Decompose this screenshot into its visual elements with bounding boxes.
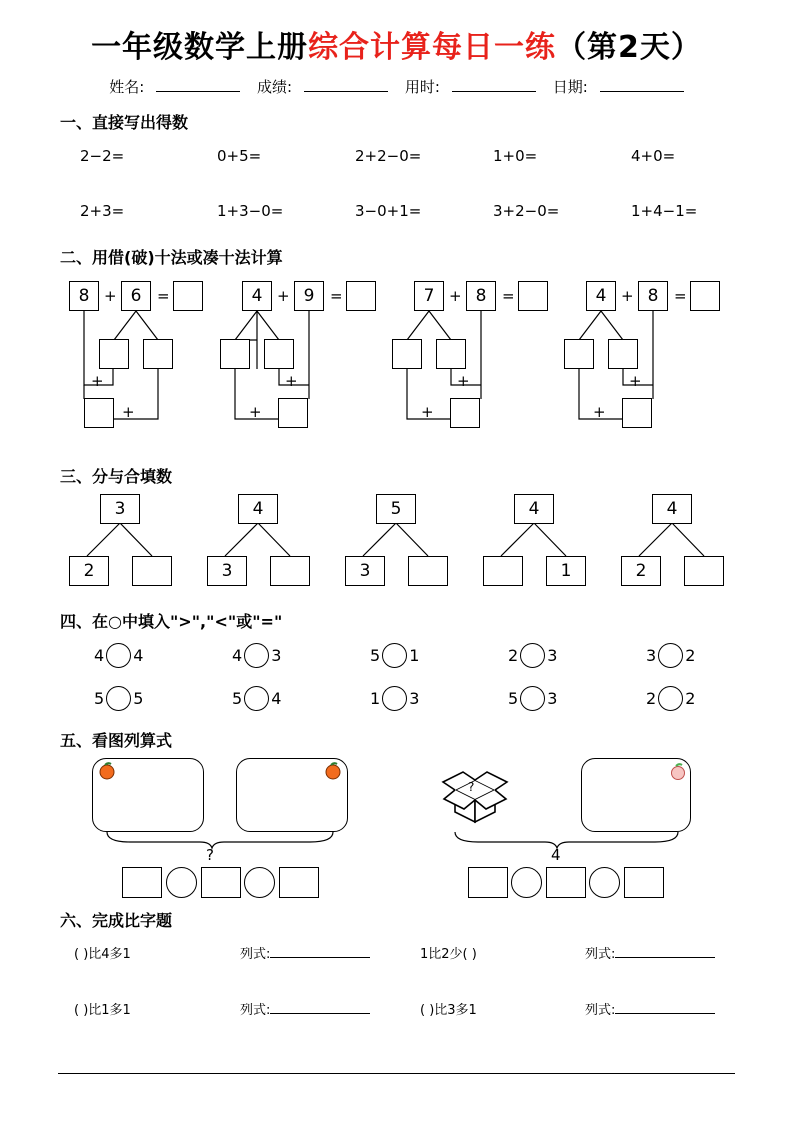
part-box: 1 — [546, 556, 586, 586]
plus-sign: + — [285, 372, 298, 390]
left-number: 3 — [646, 646, 657, 665]
formula-blank[interactable] — [615, 1001, 715, 1014]
number-box[interactable] — [201, 867, 241, 898]
equation: 3−0+1= — [355, 202, 422, 220]
plus-sign: + — [457, 372, 470, 390]
left-number: 5 — [94, 689, 105, 708]
section-2-heading: 二、用借(破)十法或凑十法计算 — [60, 248, 283, 267]
addend-box: 8 — [466, 281, 496, 311]
right-number: 1 — [409, 646, 420, 665]
orange-icon — [326, 763, 340, 779]
plus-sign: + — [593, 403, 606, 421]
plus-sign: + — [621, 287, 634, 305]
right-number: 3 — [547, 646, 558, 665]
right-number: 3 — [409, 689, 420, 708]
equals-sign: = — [502, 287, 515, 305]
orange-icon — [100, 763, 114, 779]
equation: 1+0= — [493, 147, 538, 165]
title-part2: 综合计算每日一练 — [308, 30, 557, 65]
date-label: 日期: — [552, 78, 588, 96]
title-part1: 一年级数学上册 — [91, 30, 309, 65]
right-number: 5 — [133, 689, 144, 708]
plus-sign: + — [277, 287, 290, 305]
right-number: 3 — [271, 646, 282, 665]
addend-box: 8 — [69, 281, 99, 311]
plus-sign: + — [449, 287, 462, 305]
equals-sign: = — [157, 287, 170, 305]
formula-row — [585, 999, 715, 1018]
mystery-box-icon — [443, 772, 507, 822]
number-box[interactable] — [279, 867, 319, 898]
addend-box: 4 — [586, 281, 616, 311]
plus-sign: + — [629, 372, 642, 390]
formula-label: 列式: — [585, 947, 616, 962]
plus-sign: + — [104, 287, 117, 305]
part-box: 3 — [207, 556, 247, 586]
section-1-heading: 一、直接写出得数 — [60, 113, 189, 132]
word-problem: ( )比4多1 — [74, 947, 131, 962]
addend-box: 7 — [414, 281, 444, 311]
total-question-mark: ? — [206, 846, 214, 864]
section-5-heading: 五、看图列算式 — [60, 731, 173, 750]
number-box[interactable] — [546, 867, 586, 898]
operator-circle[interactable] — [244, 867, 275, 898]
peach-icon — [672, 764, 685, 779]
time-label: 用时: — [404, 78, 440, 96]
right-number: 3 — [547, 689, 558, 708]
addend-box: 4 — [242, 281, 272, 311]
number-box[interactable] — [122, 867, 162, 898]
formula-label: 列式: — [240, 947, 271, 962]
right-number: 2 — [685, 646, 696, 665]
addend-box: 9 — [294, 281, 324, 311]
right-number: 2 — [685, 689, 696, 708]
right-number: 4 — [133, 646, 144, 665]
formula-blank[interactable] — [615, 945, 715, 958]
part-box: 3 — [345, 556, 385, 586]
left-number: 1 — [370, 689, 381, 708]
equation: 0+5= — [217, 147, 262, 165]
number-box[interactable] — [624, 867, 664, 898]
footer-divider — [58, 1073, 735, 1074]
equation: 4+0= — [631, 147, 676, 165]
left-number: 4 — [232, 646, 243, 665]
right-number: 4 — [271, 689, 282, 708]
addend-box: 6 — [121, 281, 151, 311]
word-problem: ( )比3多1 — [420, 1003, 477, 1018]
number-box[interactable] — [468, 867, 508, 898]
whole-box: 3 — [100, 494, 140, 524]
formula-row — [240, 999, 370, 1018]
operator-circle[interactable] — [511, 867, 542, 898]
equals-sign: = — [674, 287, 687, 305]
left-number: 2 — [646, 689, 657, 708]
whole-box: 4 — [238, 494, 278, 524]
left-number: 5 — [370, 646, 381, 665]
whole-box: 4 — [652, 494, 692, 524]
operator-circle[interactable] — [166, 867, 197, 898]
formula-blank[interactable] — [270, 945, 370, 958]
formula-label: 列式: — [240, 1003, 271, 1018]
plus-sign: + — [122, 403, 135, 421]
equals-sign: = — [330, 287, 343, 305]
title-part3: （第2天） — [556, 30, 702, 65]
equation: 2+3= — [80, 202, 125, 220]
left-number: 2 — [508, 646, 519, 665]
name-label: 姓名: — [109, 78, 145, 96]
question-mark: ? — [468, 780, 475, 794]
left-number: 5 — [508, 689, 519, 708]
whole-box: 4 — [514, 494, 554, 524]
left-number: 4 — [94, 646, 105, 665]
section-3-heading: 三、分与合填数 — [60, 467, 173, 486]
score-label: 成绩: — [257, 78, 293, 96]
word-problem: ( )比1多1 — [74, 1003, 131, 1018]
total-label: 4 — [551, 846, 561, 864]
section-6-heading: 六、完成比字题 — [60, 911, 173, 930]
word-problem: 1比2少( ) — [420, 947, 477, 962]
formula-label: 列式: — [585, 1003, 616, 1018]
formula-blank[interactable] — [270, 1001, 370, 1014]
part-box: 2 — [621, 556, 661, 586]
operator-circle[interactable] — [589, 867, 620, 898]
left-number: 5 — [232, 689, 243, 708]
formula-row — [585, 943, 715, 962]
section-4-heading: 四、在○中填入">","<"或"=" — [60, 612, 283, 631]
formula-row — [240, 943, 370, 962]
whole-box: 5 — [376, 494, 416, 524]
plus-sign: + — [421, 403, 434, 421]
equation: 1+3−0= — [217, 202, 284, 220]
part-box: 2 — [69, 556, 109, 586]
plus-sign: + — [249, 403, 262, 421]
equation: 2−2= — [80, 147, 125, 165]
equation: 3+2−0= — [493, 202, 560, 220]
equation: 2+2−0= — [355, 147, 422, 165]
plus-sign: + — [91, 372, 104, 390]
equation: 1+4−1= — [631, 202, 698, 220]
addend-box: 8 — [638, 281, 668, 311]
